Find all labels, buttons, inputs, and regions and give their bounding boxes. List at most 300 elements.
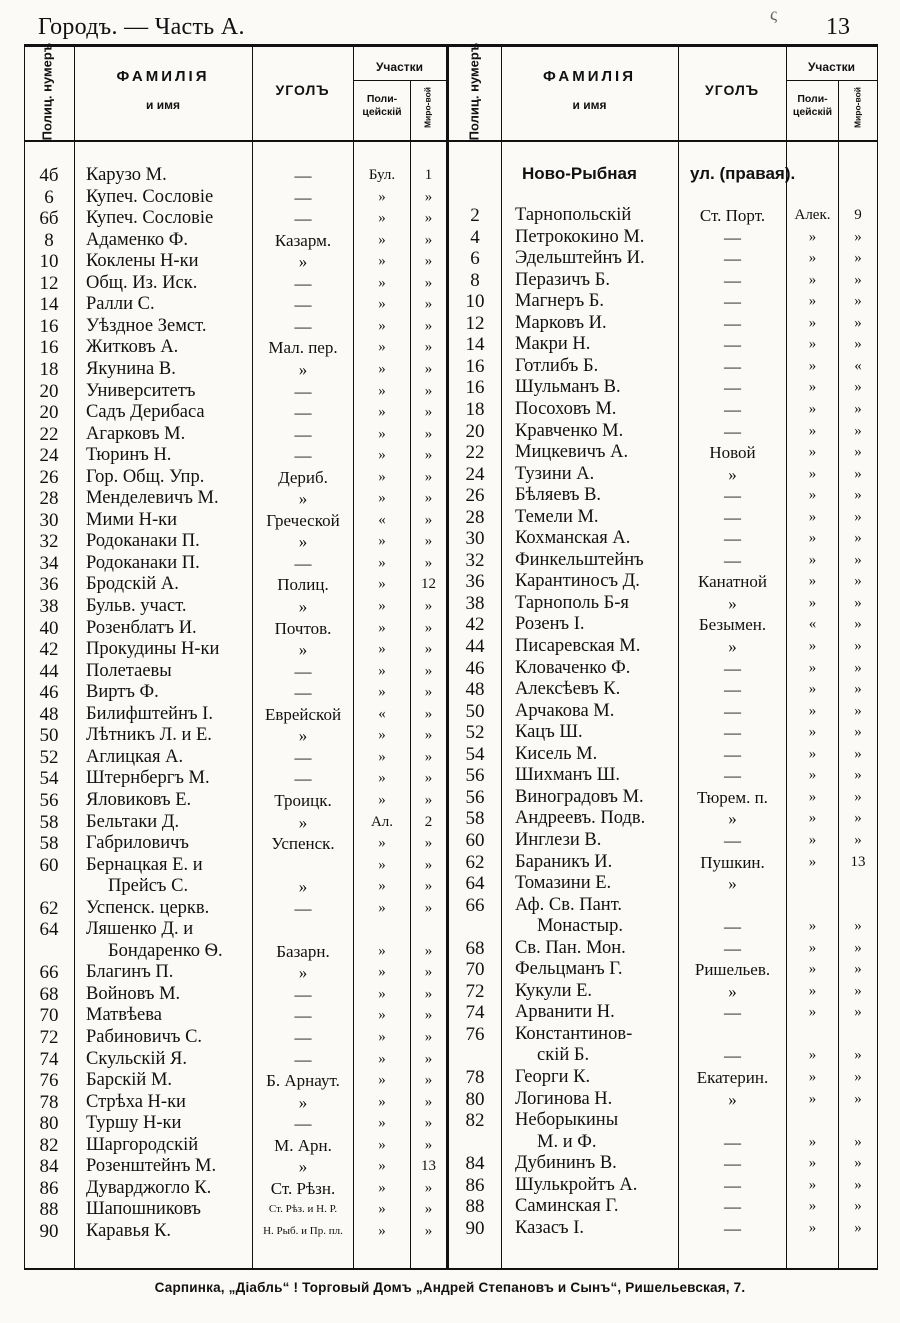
row-corner: » bbox=[298, 963, 308, 983]
row-corner: » bbox=[298, 532, 308, 552]
row-police-district: » bbox=[808, 508, 817, 525]
row-owner-name: Неборыкины bbox=[515, 1110, 619, 1131]
row-house-number bbox=[449, 1132, 501, 1154]
row-corner: — bbox=[724, 1218, 741, 1238]
row-peace-district: » bbox=[854, 508, 862, 525]
row-peace-district: » bbox=[424, 942, 433, 959]
row-corner: Ст. Порт. bbox=[699, 206, 766, 225]
row-peace-district: » bbox=[424, 404, 433, 421]
col-line bbox=[501, 47, 502, 1268]
row-police-district: Ал. bbox=[370, 813, 394, 830]
row-police-district: » bbox=[378, 274, 386, 291]
row-owner-name: Шаргородскій bbox=[86, 1134, 199, 1155]
row-peace-district: » bbox=[854, 1198, 862, 1215]
row-corner: — bbox=[294, 1006, 312, 1026]
row-peace-district: » bbox=[424, 317, 433, 334]
row-peace-district: » bbox=[424, 641, 433, 658]
row-house-number: 24 bbox=[465, 463, 485, 485]
col-header-name: ФАМИЛІЯ bbox=[116, 68, 210, 85]
row-house-number: 38 bbox=[465, 592, 485, 614]
row-peace-district: » bbox=[854, 1069, 862, 1085]
row-house-number: 58 bbox=[39, 811, 59, 833]
row-police-district: » bbox=[378, 942, 386, 959]
row-owner-name: Адаменко Ф. bbox=[86, 229, 188, 250]
row-owner-name: Шихманъ Ш. bbox=[515, 765, 620, 786]
row-corner: Успенск. bbox=[271, 834, 335, 854]
row-house-number: 10 bbox=[465, 291, 485, 313]
row-house-number: 6б bbox=[39, 208, 59, 230]
row-peace-district: » bbox=[854, 400, 862, 417]
row-owner-name: Перазичъ Б. bbox=[515, 269, 610, 290]
row-peace-district: » bbox=[854, 681, 862, 698]
row-peace-district: » bbox=[854, 465, 862, 482]
row-house-number: 28 bbox=[39, 488, 59, 510]
row-house-number: 24 bbox=[39, 445, 59, 467]
row-police-district: » bbox=[378, 878, 386, 895]
row-house-number: 6 bbox=[470, 248, 480, 270]
row-police-district: » bbox=[808, 400, 817, 417]
row-corner: — bbox=[724, 550, 741, 570]
row-police-district: » bbox=[378, 533, 386, 550]
row-police-district: » bbox=[808, 1133, 817, 1150]
row-police-district: » bbox=[808, 1176, 817, 1193]
row-owner-name: М. и Ф. bbox=[537, 1131, 597, 1152]
row-house-number: 84 bbox=[39, 1156, 59, 1178]
row-corner: — bbox=[294, 446, 312, 466]
row-peace-district: 1 bbox=[424, 167, 433, 183]
row-peace-district: » bbox=[424, 748, 433, 765]
row-police-district: » bbox=[378, 1136, 386, 1153]
row-peace-district: » bbox=[424, 770, 433, 787]
row-owner-name: Шапошниковъ bbox=[86, 1199, 201, 1220]
row-owner-name: Аглицкая А. bbox=[86, 746, 184, 767]
row-house-number: 66 bbox=[465, 894, 485, 916]
row-corner: Канатной bbox=[698, 572, 767, 592]
row-police-district: » bbox=[378, 447, 386, 464]
row-police-district: » bbox=[808, 1047, 817, 1064]
row-corner: » bbox=[298, 726, 308, 746]
row-house-number: 78 bbox=[465, 1067, 485, 1088]
row-police-district: » bbox=[808, 465, 817, 482]
row-police-district: » bbox=[378, 899, 386, 916]
row-police-district: « bbox=[378, 705, 386, 722]
row-police-district: » bbox=[378, 1007, 386, 1024]
row-corner: — bbox=[294, 1028, 312, 1047]
row-peace-district: » bbox=[424, 791, 433, 808]
row-owner-name: Бѣляевъ В. bbox=[515, 485, 602, 506]
row-peace-district: » bbox=[424, 231, 433, 248]
row-peace-district: » bbox=[424, 1072, 433, 1089]
row-peace-district: » bbox=[854, 767, 862, 784]
row-police-district: » bbox=[808, 810, 817, 827]
row-corner: — bbox=[294, 747, 312, 767]
row-peace-district: » bbox=[854, 659, 862, 676]
col-header-uchastki: Участки bbox=[375, 60, 424, 74]
row-peace-district: » bbox=[424, 296, 433, 313]
row-house-number: 60 bbox=[465, 829, 485, 851]
row-peace-district: 2 bbox=[424, 813, 433, 830]
row-owner-name: Посоховъ М. bbox=[515, 398, 617, 419]
street-heading-name: Ново-Рыбная bbox=[522, 164, 637, 183]
row-house-number: 8 bbox=[44, 229, 54, 251]
row-peace-district: » bbox=[854, 788, 862, 805]
row-peace-district: » bbox=[424, 339, 433, 356]
row-house-number: 38 bbox=[39, 596, 59, 617]
row-corner: Казарм. bbox=[274, 230, 332, 250]
row-police-district: » bbox=[808, 831, 817, 848]
row-house-number: 86 bbox=[39, 1177, 59, 1199]
row-corner: » bbox=[298, 1157, 308, 1177]
row-owner-name: Георги К. bbox=[515, 1067, 591, 1087]
row-corner: — bbox=[724, 1003, 741, 1023]
row-owner-name: Скульскій Я. bbox=[86, 1048, 188, 1069]
row-police-district: » bbox=[378, 835, 386, 852]
row-corner: — bbox=[724, 486, 741, 506]
row-owner-name: Купеч. Сословіе bbox=[86, 208, 214, 229]
row-peace-district: » bbox=[424, 382, 433, 399]
row-police-district: » bbox=[378, 425, 386, 442]
row-owner-name: Инглези В. bbox=[515, 829, 602, 850]
row-owner-name: Якунина В. bbox=[86, 358, 176, 379]
row-police-district: » bbox=[808, 357, 817, 374]
col-header-uchastki-right: Участки bbox=[807, 60, 856, 74]
row-owner-name: Фельцманъ Г. bbox=[515, 959, 623, 980]
row-police-district: » bbox=[378, 727, 386, 744]
col-header-name-sub-right: и имя bbox=[572, 98, 607, 112]
row-police-district: » bbox=[378, 1179, 386, 1196]
row-corner: — bbox=[724, 744, 741, 764]
row-house-number: 66 bbox=[39, 962, 59, 984]
row-house-number: 34 bbox=[39, 552, 59, 574]
row-corner: — bbox=[294, 424, 312, 444]
row-owner-name: Бульв. участ. bbox=[86, 596, 187, 616]
row-house-number: 64 bbox=[465, 873, 485, 895]
row-police-district: » bbox=[378, 382, 386, 399]
row-house-number: 68 bbox=[39, 983, 59, 1005]
row-owner-name: Габриловичъ bbox=[86, 833, 189, 854]
row-police-district: » bbox=[378, 188, 386, 205]
row-police-district: » bbox=[378, 1158, 386, 1175]
row-police-district: » bbox=[808, 745, 817, 762]
row-police-district bbox=[787, 1110, 838, 1132]
row-corner: — bbox=[294, 187, 312, 207]
row-police-district: » bbox=[378, 1201, 386, 1218]
row-house-number: 42 bbox=[465, 614, 485, 636]
row-police-district: » bbox=[808, 853, 817, 870]
row-police-district bbox=[787, 873, 838, 895]
row-peace-district: » bbox=[854, 573, 862, 590]
row-police-district: » bbox=[378, 1115, 386, 1132]
row-owner-name: Кловаченко Ф. bbox=[515, 657, 631, 678]
row-house-number bbox=[449, 1045, 501, 1067]
row-owner-name: Дуварджогло К. bbox=[86, 1177, 212, 1198]
row-corner: — bbox=[724, 723, 741, 743]
row-police-district: » bbox=[808, 530, 817, 547]
row-peace-district: » bbox=[854, 594, 862, 611]
row-corner: — bbox=[724, 313, 741, 333]
col-header-peace-right: Миро-вой bbox=[852, 86, 863, 129]
row-house-number bbox=[449, 916, 501, 938]
row-corner: — bbox=[294, 553, 312, 573]
row-owner-name: Виртъ Ф. bbox=[86, 682, 159, 703]
row-house-number: 26 bbox=[39, 466, 59, 488]
row-owner-name: Кисель М. bbox=[515, 743, 598, 764]
row-police-district: » bbox=[808, 487, 817, 504]
row-owner-name: Садъ Дерибаса bbox=[86, 402, 205, 423]
row-police-district: » bbox=[378, 339, 386, 356]
row-house-number: 70 bbox=[465, 959, 485, 981]
row-owner-name: Шулькройтъ А. bbox=[515, 1174, 638, 1195]
row-police-district: » bbox=[808, 961, 817, 978]
col-header-num: Полиц. нумеръ bbox=[39, 42, 55, 141]
row-police-district: » bbox=[808, 702, 817, 719]
row-peace-district: » bbox=[854, 982, 862, 999]
row-peace-district bbox=[839, 1024, 877, 1046]
header-bottom-rule bbox=[24, 140, 878, 142]
row-owner-name: Ралли С. bbox=[86, 294, 155, 315]
row-house-number: 58 bbox=[39, 833, 59, 855]
row-owner-name: Кукули Е. bbox=[515, 980, 593, 1001]
row-house-number: 74 bbox=[39, 1048, 59, 1070]
col-header-police-right: Поли-цейскій bbox=[792, 93, 833, 118]
row-peace-district: » bbox=[424, 619, 433, 636]
row-owner-name: Житковъ А. bbox=[86, 337, 179, 358]
row-house-number: 26 bbox=[465, 485, 485, 507]
row-peace-district: » bbox=[854, 422, 862, 439]
row-owner-name: Туршу Н-ки bbox=[86, 1113, 182, 1134]
row-corner: » bbox=[298, 489, 308, 509]
col-header-peace: Миро-вой bbox=[422, 86, 433, 129]
row-house-number: 8 bbox=[470, 269, 480, 291]
row-corner: — bbox=[724, 917, 741, 937]
row-house-number: 12 bbox=[465, 312, 485, 334]
row-corner: — bbox=[724, 292, 741, 312]
row-house-number: 84 bbox=[465, 1153, 485, 1175]
row-corner: » bbox=[298, 640, 308, 660]
row-house-number: 50 bbox=[465, 700, 485, 722]
row-corner: — bbox=[724, 529, 741, 549]
row-owner-name: Арчакова М. bbox=[515, 700, 615, 721]
row-police-district: » bbox=[808, 724, 817, 741]
row-house-number: 10 bbox=[39, 251, 59, 273]
row-peace-district: » bbox=[854, 1004, 862, 1021]
row-owner-name: Дубининъ В. bbox=[515, 1153, 617, 1174]
row-house-number: 16 bbox=[39, 337, 59, 359]
row-owner-name: Финкельштейнъ bbox=[515, 549, 644, 570]
row-peace-district bbox=[839, 895, 877, 917]
row-corner bbox=[679, 1024, 786, 1046]
row-house-number: 64 bbox=[39, 919, 59, 941]
row-corner: — bbox=[724, 1197, 741, 1217]
row-peace-district: » bbox=[424, 1050, 433, 1067]
row-house-number: 82 bbox=[39, 1134, 59, 1156]
row-police-district: » bbox=[378, 748, 386, 765]
row-corner: Н. Рыб. и Пр. пл. bbox=[263, 1224, 343, 1237]
row-police-district: » bbox=[808, 918, 817, 935]
row-peace-district: » bbox=[854, 250, 862, 267]
uch-split-rule bbox=[786, 80, 877, 81]
row-police-district: » bbox=[378, 210, 386, 227]
row-peace-district: » bbox=[854, 810, 862, 827]
row-owner-name: Мицкевичъ А. bbox=[515, 442, 629, 463]
row-police-district: » bbox=[808, 444, 817, 461]
row-peace-district: » bbox=[854, 444, 862, 461]
row-owner-name: Мими Н-ки bbox=[86, 509, 177, 530]
row-police-district: Алек. bbox=[794, 207, 831, 223]
row-corner: — bbox=[294, 273, 312, 293]
row-corner bbox=[679, 1110, 786, 1132]
row-police-district: » bbox=[378, 554, 386, 571]
row-house-number: 74 bbox=[465, 1002, 485, 1024]
row-police-district: » bbox=[378, 1072, 386, 1089]
row-police-district: » bbox=[808, 681, 817, 698]
row-police-district: » bbox=[808, 1219, 817, 1236]
row-owner-name: Петрококино М. bbox=[515, 226, 645, 247]
row-police-district: » bbox=[808, 1004, 817, 1021]
row-house-number: 76 bbox=[39, 1070, 59, 1092]
row-owner-name: Лѣтникъ Л. и Е. bbox=[86, 725, 212, 746]
row-owner-name: Темели М. bbox=[515, 506, 599, 527]
row-corner: — bbox=[724, 701, 741, 721]
row-corner: Полиц. bbox=[277, 575, 329, 595]
row-house-number: 14 bbox=[465, 334, 485, 356]
row-house-number: 16 bbox=[39, 315, 59, 337]
row-police-district: » bbox=[808, 1198, 817, 1215]
row-police-district: » bbox=[378, 1029, 386, 1045]
row-corner: » bbox=[298, 252, 308, 272]
bottom-rule bbox=[24, 1268, 878, 1270]
row-police-district: » bbox=[808, 638, 817, 654]
row-house-number: 90 bbox=[465, 1217, 485, 1239]
row-corner: Безымен. bbox=[698, 615, 767, 635]
row-corner: — bbox=[724, 938, 741, 958]
row-owner-name: Полетаевы bbox=[86, 660, 172, 681]
row-corner: — bbox=[724, 507, 741, 527]
row-owner-name: Константинов- bbox=[515, 1023, 633, 1044]
row-police-district: » bbox=[808, 271, 817, 288]
row-house-number: 16 bbox=[465, 355, 485, 377]
row-owner-name: Университетъ bbox=[86, 380, 196, 401]
row-peace-district: » bbox=[424, 727, 433, 744]
row-house-number: 42 bbox=[39, 639, 59, 661]
row-corner: Греческой bbox=[266, 510, 340, 530]
row-owner-name: Матвѣева bbox=[86, 1005, 162, 1026]
row-owner-name: Рабиновичъ С. bbox=[86, 1027, 203, 1047]
row-house-number: 22 bbox=[465, 442, 485, 464]
row-police-district: » bbox=[378, 296, 386, 313]
row-house-number: 44 bbox=[465, 636, 485, 657]
row-house-number: 32 bbox=[465, 549, 485, 571]
row-peace-district: » bbox=[854, 702, 862, 719]
col-header-name-sub: и имя bbox=[146, 98, 180, 112]
row-house-number: 80 bbox=[465, 1088, 485, 1110]
col-header-corner-right: УГОЛЪ bbox=[705, 82, 759, 98]
row-corner: — bbox=[724, 356, 741, 376]
row-corner: — bbox=[724, 1175, 741, 1195]
page-number: 13 bbox=[826, 14, 850, 40]
row-corner: — bbox=[294, 166, 312, 185]
row-peace-district: » bbox=[424, 447, 433, 464]
row-owner-name: Войновъ М. bbox=[86, 983, 181, 1004]
row-owner-name: Прейсъ С. bbox=[108, 876, 189, 897]
row-owner-name: Андреевъ. Подв. bbox=[515, 808, 646, 829]
col-header-num-right: Полиц. нумеръ bbox=[466, 42, 482, 141]
row-house-number: 20 bbox=[465, 420, 485, 442]
row-owner-name: Бернацкая Е. и bbox=[86, 854, 203, 875]
row-owner-name: Штернбергъ М. bbox=[86, 768, 210, 789]
row-corner: — bbox=[294, 381, 312, 401]
row-police-district: » bbox=[808, 788, 817, 805]
row-house-number: 80 bbox=[39, 1113, 59, 1135]
row-owner-name: Успенск. церкв. bbox=[86, 897, 210, 918]
row-owner-name: Тюринъ Н. bbox=[86, 445, 172, 466]
row-owner-name: Агарковъ М. bbox=[86, 423, 186, 444]
row-owner-name: Магнеръ Б. bbox=[515, 291, 605, 312]
row-house-number: 54 bbox=[39, 768, 59, 790]
row-corner: Еврейской bbox=[264, 704, 342, 724]
row-police-district: Бул. bbox=[368, 167, 396, 183]
row-corner: Ст. Рѣзн. bbox=[270, 1178, 336, 1198]
row-police-district: » bbox=[378, 468, 386, 485]
row-corner: — bbox=[724, 227, 741, 247]
row-owner-name: Шульманъ В. bbox=[515, 377, 621, 398]
row-peace-district: » bbox=[854, 271, 862, 288]
row-corner: — bbox=[724, 830, 741, 850]
row-house-number: 12 bbox=[39, 272, 59, 294]
row-owner-name: Карантиносъ Д. bbox=[515, 571, 640, 592]
row-house-number: 18 bbox=[465, 398, 485, 420]
row-peace-district: » bbox=[854, 530, 862, 547]
row-police-district: » bbox=[808, 939, 817, 956]
row-corner: — bbox=[724, 249, 741, 269]
row-house-number: 40 bbox=[39, 617, 59, 639]
row-corner: Екатерин. bbox=[696, 1068, 769, 1087]
row-owner-name: Виноградовъ М. bbox=[515, 786, 644, 807]
row-peace-district: » bbox=[424, 1201, 433, 1218]
row-police-district: » bbox=[378, 856, 386, 873]
row-peace-district: » bbox=[424, 511, 433, 528]
row-corner: — bbox=[724, 335, 741, 355]
row-owner-name: Томазини Е. bbox=[515, 873, 612, 894]
row-peace-district: » bbox=[424, 1093, 433, 1110]
row-police-district: » bbox=[808, 573, 817, 590]
row-peace-district: » bbox=[854, 831, 862, 848]
row-peace-district: » bbox=[424, 1029, 433, 1045]
row-police-district: » bbox=[378, 490, 386, 507]
row-peace-district: » bbox=[424, 1179, 433, 1196]
row-police-district: » bbox=[808, 1155, 817, 1172]
row-house-number: 52 bbox=[465, 722, 485, 744]
row-house-number: 58 bbox=[465, 808, 485, 830]
row-owner-name: Розенштейнъ М. bbox=[86, 1156, 217, 1177]
row-owner-name: Гор. Общ. Упр. bbox=[86, 466, 205, 487]
row-corner: — bbox=[724, 399, 741, 419]
row-corner: Новой bbox=[709, 443, 756, 463]
row-house-number: 4 bbox=[470, 226, 480, 248]
row-house-number: 36 bbox=[465, 571, 485, 593]
row-corner: » bbox=[728, 1089, 737, 1109]
row-house-number: 68 bbox=[465, 937, 485, 959]
row-house-number: 62 bbox=[39, 897, 59, 919]
row-police-district bbox=[787, 895, 838, 917]
row-house-number: 30 bbox=[39, 509, 59, 531]
row-corner: — bbox=[294, 984, 312, 1004]
row-corner: » bbox=[298, 597, 308, 616]
row-house-number: 88 bbox=[39, 1199, 59, 1221]
row-house-number: 56 bbox=[465, 786, 485, 808]
row-police-district: » bbox=[808, 767, 817, 784]
row-peace-district: » bbox=[424, 274, 433, 291]
